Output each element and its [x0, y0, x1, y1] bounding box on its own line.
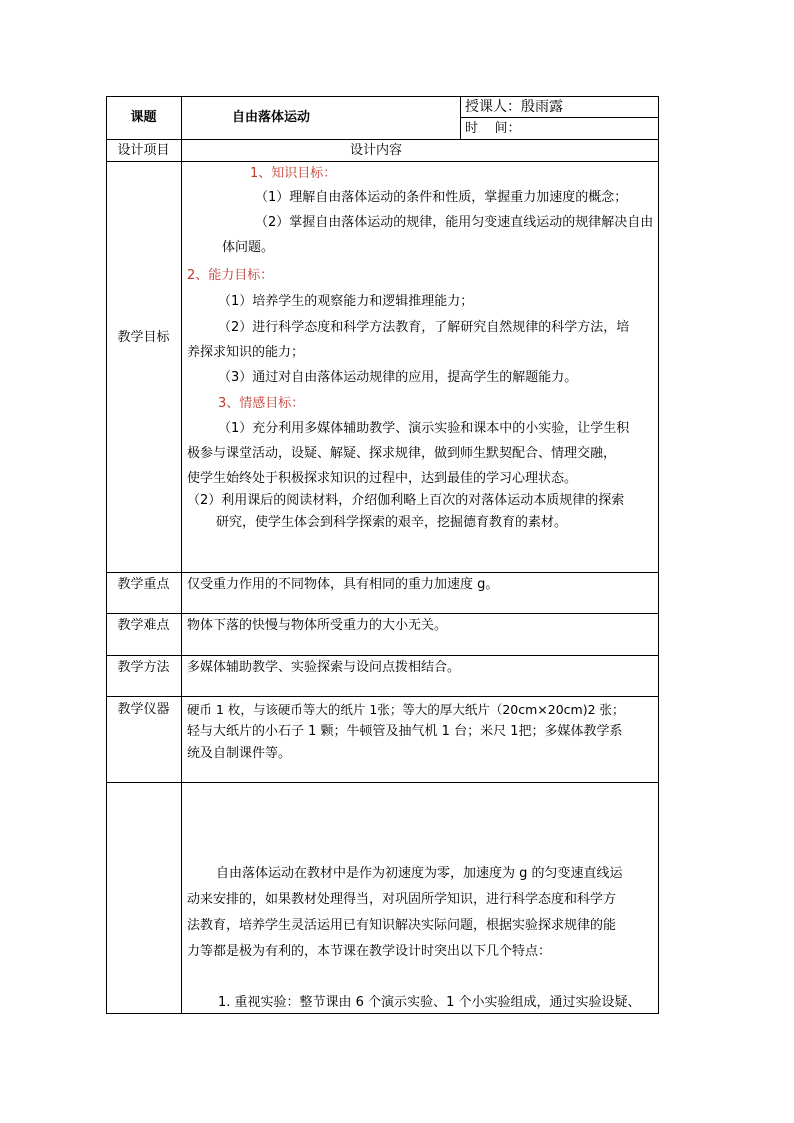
design-para-1d: 力等都是极为有利的，本节课在教学设计时突出以下几个特点： [187, 944, 552, 959]
header-divider [460, 96, 461, 140]
emotion-heading: 3、情感目标： [218, 396, 305, 411]
row-line-3 [106, 572, 659, 573]
row-line-7 [106, 782, 659, 783]
equipment-line-1: 硬币 1 枚，与该硬币等大的纸片 1张；等大的厚大纸片（20cm×20cm)2 张； [187, 702, 625, 717]
emotion-line-1a: （1）充分利用多媒体辅助教学、演示实验和课本中的小实验，让学生积 [218, 421, 630, 436]
knowledge-line-2b: 体问题。 [222, 240, 275, 255]
equipment-line-2: 轻与大纸片的小石子 1 颗；牛顿管及抽气机 1 台；米尺 1把；多媒体教学系 [187, 724, 623, 739]
equipment-line-3: 统及自制课件等。 [187, 746, 292, 761]
ability-line-2b: 养探求知识的能力； [187, 345, 305, 360]
key-point-label: 教学重点 [117, 577, 170, 592]
design-para-1c: 法教育，培养学生灵活运用已有知识解决实际问题，根据实验探求规律的能 [187, 918, 617, 933]
row-line-1 [106, 139, 659, 140]
table-border-top [106, 96, 659, 97]
knowledge-heading: 1、知识目标： [250, 166, 337, 181]
row-line-6 [106, 696, 659, 697]
course-label: 课题 [130, 110, 157, 125]
teacher-field: 授课人：殷雨露 [465, 99, 563, 115]
emotion-line-1c: 使学生始终处于积极探求知识的过程中，达到最佳的学习心理状态。 [187, 471, 578, 486]
ability-line-3: （3）通过对自由落体运动规律的应用，提高学生的解题能力。 [218, 370, 578, 385]
row-line-2 [106, 161, 659, 162]
method-label: 教学方法 [117, 660, 170, 675]
ability-line-2a: （2）进行科学态度和科学方法教育，了解研究自然规律的科学方法，培 [218, 320, 630, 335]
column-header-item: 设计项目 [117, 143, 170, 158]
table-border-right [658, 96, 659, 1014]
column-divider [181, 96, 182, 1014]
key-point-text: 仅受重力作用的不同物体，具有相同的重力加速度 g。 [187, 577, 499, 592]
difficulty-label: 教学难点 [117, 618, 170, 633]
emotion-line-2a: （2）利用课后的阅读材料，介绍伽利略上百次的对落体运动本质规律的探索 [187, 493, 625, 508]
row-line-4 [106, 613, 659, 614]
equipment-label: 教学仪器 [117, 702, 170, 717]
design-point-1: 1. 重视实验：整节课由 6 个演示实验、1 个小实验组成，通过实验设疑、 [218, 995, 641, 1010]
ability-heading: 2、能力目标： [187, 268, 274, 283]
difficulty-text: 物体下落的快慢与物体所受重力的大小无关。 [187, 618, 448, 633]
knowledge-line-2a: （2）掌握自由落体运动的规律，能用匀变速直线运动的规律解决自由 [255, 215, 654, 230]
course-title: 自由落体运动 [232, 110, 311, 125]
ability-line-1: （1）培养学生的观察能力和逻辑推理能力； [218, 294, 474, 309]
emotion-line-1b: 极参与课堂活动，设疑、解疑、探求规律，做到师生默契配合、情理交融， [187, 446, 617, 461]
design-para-1a: 自由落体运动在教材中是作为初速度为零，加速度为 g 的匀变速直线运 [216, 866, 623, 881]
method-text: 多媒体辅助教学、实验探索与设问点拨相结合。 [187, 660, 461, 675]
design-para-1b: 动来安排的，如果教材处理得当，对巩固所学知识，进行科学态度和科学方 [187, 892, 617, 907]
table-border-left [106, 96, 107, 1014]
emotion-line-2b: 研究，使学生体会到科学探索的艰辛，挖掘德育教育的素材。 [216, 515, 568, 530]
table-border-bottom [106, 1013, 659, 1014]
knowledge-line-1: （1）理解自由落体运动的条件和性质，掌握重力加速度的概念； [255, 190, 628, 205]
objectives-label: 教学目标 [117, 330, 170, 345]
row-line-5 [106, 655, 659, 656]
column-header-content: 设计内容 [350, 143, 403, 158]
time-field: 时 间： [465, 121, 521, 136]
header-split-line [460, 117, 659, 118]
